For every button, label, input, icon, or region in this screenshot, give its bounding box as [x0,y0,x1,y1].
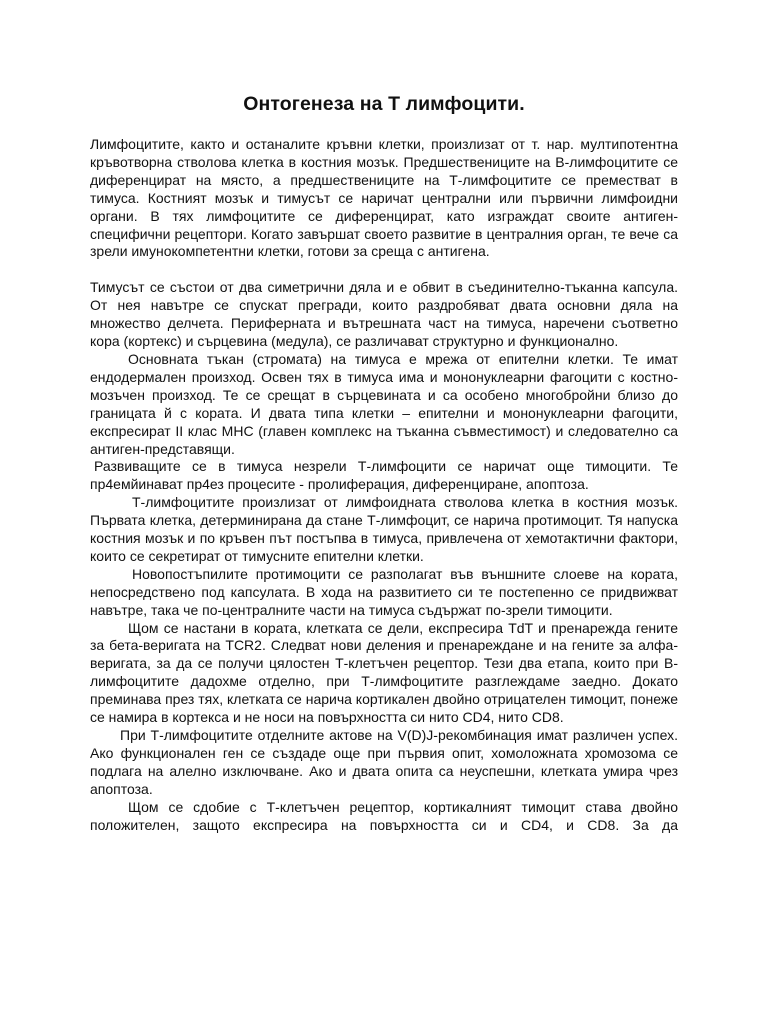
paragraph-5: Т-лимфоцитите произлизат от лимфоидната стволова клетка в костния мозък. Първата клетка, детерминирана да стане Т-лимфоцит, се нарича протимоцит. Тя напуска костния мозък и по кръвен път постъпва в тимуса, привлечена от хемотактични фактори, които се секретират от тимусните епителни клетки. [90,494,678,564]
paragraph-6: Новопостъпилите протимоцити се разполагат във външните слоеве на кората, непосредствено под капсулата. В хода на развитието си те постепенно се придвижват навътре, така че по-централните части на тимуса съдържат по-зрели тимоцити. [90,565,678,618]
paragraph-7: Щом се настани в кората, клетката се дели, експресира TdT и пренарежда гените за бета-веригата на TCR2. Следват нови деления и пренареждане и на гените за алфа-веригата, за да се получи цялостен Т-клетъчен рецептор. Тези два етапа, които при В-лимфоцитите дадохме отделно, при Т-лимфоцитите разглеждаме заедно. Докато преминава през тях, клетката се нарича кортикален двойно отрицателен тимоцит, понеже се намира в кортекса и не носи на повърхността си нито CD4, нито CD8. [90,619,678,726]
paragraph-2: Тимусът се състои от два симетрични дяла и е обвит в съединително-тъканна капсула. От нея навътре се спускат прегради, които раздробяват двата основни дяла на множество делчета. Периферната и вътрешната част на тимуса, наречени съответно кора (кортекс) и сърцевина (медула), се различават структурно и функционално. [90,279,678,350]
document-page [90,92,678,834]
document-title: Онтогенеза на Т лимфоцити. [243,93,525,115]
paragraph-9: Щом се сдобие с Т-клетъчен рецептор, кортикалният тимоцит става двойно положителен, защото експресира на повърхността си и CD4, и CD8. За да [90,798,678,833]
paragraph-4: Развиващите се в тимуса незрели Т-лимфоцити се наричат още тимоцити. Те пр4емйинават пр4ез процесите - пролиферация, диференциране, апоптоза. [90,458,678,493]
paragraph-spacer [90,261,678,279]
paragraph-1: Лимфоцитите, както и останалите кръвни клетки, произлизат от т. нар. мултипотентна кръвотворна стволова клетка в костния мозък. Предшествениците на В-лимфоцитите се диференцират на място, а предшествениците на Т-лимфоцитите се преместват в тимуса. Костният мозък и тимусът се наричат централни или първични лимфоидни органи. В тях лимфоцитите се диференцират, като изграждат своите антиген-специфични рецептори. Когато завършат своето развитие в централния орган, те вече са зрели имунокомпетентни клетки, готови за среща с антигена. [90,136,678,260]
paragraph-3: Основната тъкан (стромата) на тимуса е мрежа от епителни клетки. Те имат ендодермален произход. Освен тях в тимуса има и мононуклеарни фагоцити с костно-мозъчен произход. Те се срещат в сърцевината и са особено многобройни близо до границата й с кората. И двата типа клетки – епителни и мононуклеарни фагоцити, експресират II клас MHC (главен комплекс на тъканна съвместимост) и следователно са антиген-представящи. [90,350,678,457]
paragraph-8: При Т-лимфоцитите отделните актове на V(D)J-рекомбинация имат различен успех. Ако функционален ген се създаде още при първия опит, хомоложната хромозома се подлага на алелно изключване. Ако и двата опита са неуспешни, клетката умира чрез апоптоза. [90,727,678,797]
